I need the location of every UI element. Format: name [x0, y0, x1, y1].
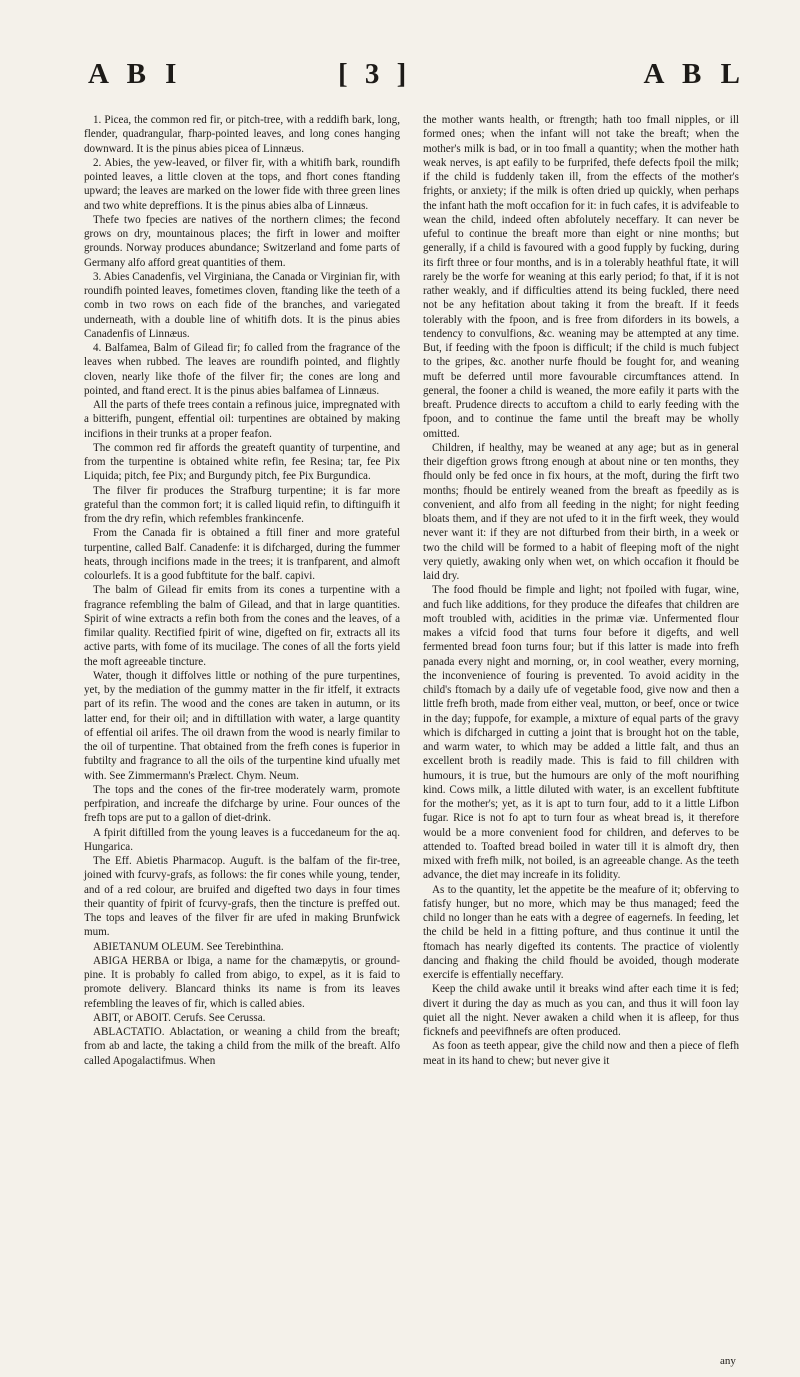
paragraph: Keep the child awake until it breaks wind after each time it is fed; divert it during the day as much as you can, and thus it will foon lay quiet all the night. Never awaken a child when it is afleep, for thus ficknefs and peevifhnefs are often produced. — [423, 983, 739, 1038]
left-column — [84, 113, 400, 1068]
paragraph: Thefe two fpecies are natives of the northern climes; the fecond grows on dry, mountainous places; the firft in lower and moifter grounds. Norway produces abundance; Switzerland and fome parts of Germany alfo afford great quantities of them. — [84, 213, 400, 269]
paragraph: 1. Picea, the common red fir, or pitch-tree, with a reddifh bark, long, flender, quadrangular, fharp-pointed leaves, and long cones hanging downward. It is the pinus abies picea of Linnæus. — [84, 114, 400, 155]
paragraph: All the parts of thefe trees contain a refinous juice, impregnated with a bitterifh, pungent, effential oil: turpentines are obtained by making incifions in their trunks at a proper feafon. — [84, 399, 400, 440]
paragraph: 4. Balfamea, Balm of Gilead fir; fo called from the fragrance of the leaves when rubbed. The leaves are roundifh pointed, and flightly cloven, nearly like thofe of the filver fir; the cones are long and pointed, and ftand erect. It is the pinus abies balfamea of Linnæus. — [84, 342, 400, 397]
paragraph: The filver fir produces the Strafburg turpentine; it is far more grateful than the common fort; it is called liquid refin, to diftinguifh it from the dry refin, which refembles frankincenfe. — [84, 484, 400, 525]
paragraph: 3. Abies Canadenfis, vel Virginiana, the Canada or Virginian fir, with roundifh pointed leaves, fometimes cloven, ftanding like the teeth of a comb in two rows on each fide of the branches, and variegated underneath, with a double line of whitifh dots. It is the pinus abies Canadenfis of Linnæus. — [84, 270, 400, 340]
entry-ablactatio: ABLACTATIO. Ablactation, or weaning a child from the breaft; from ab and lacte, the taking a child from the milk of the breaft. Alfo called Apogalactifmus. When — [84, 1026, 400, 1067]
paragraph: Water, though it diffolves little or nothing of the pure turpentines, yet, by the mediation of the gummy matter in the fir itfelf, it extracts part of its refin. The wood and the cones are taken in autumn, or its latter end, for their oil; and in diftillation with water, a large quantity of effential oil arifes. The oil drawn from the wood is nearly fimilar to the oil of turpentine. That obtained from the frefh cones is fuperior in fubtilty and fragrance to all the oils of the turpentine kind ufually met with. See Zimmermann's Prælect. Chym. Neum. — [84, 669, 400, 782]
paragraph: From the Canada fir is obtained a ftill finer and more grateful turpentine, called Balf. Canadenfe: it is difcharged, during the fummer heats, through incifions made in the trees; it is tranfparent, and almoft colourlefs. It is a good fubftitute for the balf. capivi. — [84, 527, 400, 582]
paragraph: The common red fir affords the greateft quantity of turpentine, and from the turpentine is obtained white refin, fee Resina; tar, fee Pix Liquida; pitch, fee Pix; and Burgundy pitch, fee Pix Burgundica. — [84, 441, 400, 483]
entry-abietanum: ABIETANUM OLEUM. See Terebinthina. — [93, 940, 284, 953]
paragraph: The Eff. Abietis Pharmacop. Auguft. is the balfam of the fir-tree, joined with fcurvy-grafs, as follows: the fir cones while young, tender, and of a red colour, are bruifed and digefted two days in four times their quantity of fpirit of fcurvy-grafs, then the tincture is preffed out. The tops and leaves of the filver fir are ufed in making Brunfwick mum. — [84, 855, 400, 939]
paragraph: Children, if healthy, may be weaned at any age; but as in general their digeftion grows ftrong enough at about nine or ten months, they fhould only be fed once in fix hours, at the moft, during the firft two months; fhould be entirely weaned from the breaft as fpeedily as is convenient, and alfo from all feeding in the night; for night feeding bloats them, and if they are not ufed to it in the firft week, they would never want it: if they are not difturbed from their birth, in a week or two the child will be formed to a habit of fleeping moft of the night very quietly, awaking only when wet, on which occafion it fhould be laid dry. — [423, 441, 739, 582]
paragraph: The tops and the cones of the fir-tree moderately warm, promote perfpiration, and increafe the difcharge by urine. Four ounces of the frefh tops are put to a gallon of diet-drink. — [84, 783, 400, 825]
running-header — [88, 58, 746, 98]
entry-abit: ABIT, or ABOIT. Cerufs. See Cerussa. — [93, 1011, 266, 1024]
header-right-guide: A B L — [643, 58, 746, 90]
paragraph: 2. Abies, the yew-leaved, or filver fir, with a whitifh bark, roundifh pointed leaves, a little cloven at the tops, and fhort cones ftanding upward; the leaves are marked on the lower fide with three green lines and two white depreffions. It is the pinus abies alba of Linnæus. — [84, 156, 400, 212]
page-number: [ 3 ] — [338, 58, 412, 90]
catchword: any — [720, 1355, 736, 1367]
paragraph: A fpirit diftilled from the young leaves is a fuccedaneum for the aq. Hungarica. — [84, 826, 400, 853]
paragraph: As foon as teeth appear, give the child now and then a piece of flefh meat in its hand to chew; but never give it — [423, 1040, 739, 1067]
paragraph: The balm of Gilead fir emits from its cones a turpentine with a fragrance refembling the balm of Gilead, and that in large quantities. Spirit of wine extracts a refin both from the cones and the leaves, of a fimilar quality. Rectified fpirit of wine, digefted on fir, extracts all its active parts, with fome of its mucilage. The cones of all the forts yield the moft agreeable tincture. — [84, 584, 400, 668]
paragraph: As to the quantity, let the appetite be the meafure of it; obferving to fatisfy hunger, but no more, which may be thus managed; feed the child no longer than he eats with a degree of eagernefs. In feeding, let the child be held in a fitting pofture, and thus continue it until the ftomach has nearly digefted its contents. The practice of violently dancing and fhaking the child fhould be avoided, though moderate exercife is effentially neceffary. — [423, 883, 739, 981]
entry-abiga: ABIGA HERBA or Ibiga, a name for the chamæpytis, or ground-pine. It is probably fo called from abigo, to expel, as it is faid to promote delivery. Blancard thinks its name is from its leaves refembling the leaves of fir, which is called abies. — [84, 954, 400, 1010]
paragraph: The food fhould be fimple and light; not fpoiled with fugar, wine, and fuch like additions, for they produce the difeafes that children are moft troubled with, acidities in the primæ viæ. Unfermented flour makes a vifcid food that turns four before it digefts, and well fermented bread foon turns four; but if this latter is made into frefh panada every night and morning, or, in cool weather, every morning, the inconvenience of fouring is prevented. To avoid acidity in the child's ftomach by a daily ufe of vegetable food, give now and then a little frefh broth, made from either veal, mutton, or beef, once or twice in the day; fuppofe, for example, a mixture of equal parts of the gravy which is difcharged in cutting a joint that is brought hot on the table, and warm water, to which may be added a little falt, and thus an excellent broth is readily made. This is faid to fill children with humours, it is true, but the humours are only of the moft nourifhing kind. Cows milk, a little diluted with water, is an excellent fubftitute for the mother's; yet, as it is apt to turn four, add to it a little Lifbon fugar. Rice is not fo apt to turn four as wheat bread is, it therefore would be a more convenient food for children, and deferves to be attended to. Toafted bread boiled in water till it is almoft dry, then mixed with frefh milk, not boiled, is an agreeable change. As the teeth advance, the diet may increafe in its folidity. — [423, 584, 739, 882]
right-column — [423, 113, 739, 1068]
header-left-guide: A B I — [88, 58, 183, 90]
paragraph: the mother wants health, or ftrength; hath too fmall nipples, or ill formed ones; when the infant will not take the breaft; when the mother's milk is bad, or in too fmall a quantity; when the mother hath weak nerves, is apt eafily to be furprifed, thefe defects fpoil the milk; if the child is fuddenly taken ill, from the effects of the mother's frights, or anxiety; if the milk is often dried up quickly, when perhaps the infant hath the moft occafion for it: in fuch cafes, it is advifeable to wean the child, indeed often abfolutely neceffary. It can never be ufeful to continue the breaft more than eight or nine months; but generally, if a child is favoured with a good fupply by fucking, during its firft three or four months, and is in a tolerably heathful ftate, it will rarely be the worfe for weaning at this early period; fo that, if it is not rather weakly, and if difficulties attend its being fuckled, there need not be any hefitation about taking it from the breaft. If it feeds tolerably with the fpoon, and is free from diforders in its bowels, a tendency to convulfions, &c. weaning may be attempted at any time. But, if feeding with the fpoon is difficult; if the child is much fubject to the gripes, &c. another nurfe fhould be fought for, and weaning muft be deferred until more favourable circumftances attend. In general, the fooner a child is weaned, the more eafily it parts with the breaft. Prudence directs to accuftom a child to early feeding with the fpoon, and to continue the fame until the breaft may be wholly omitted. — [423, 114, 739, 440]
